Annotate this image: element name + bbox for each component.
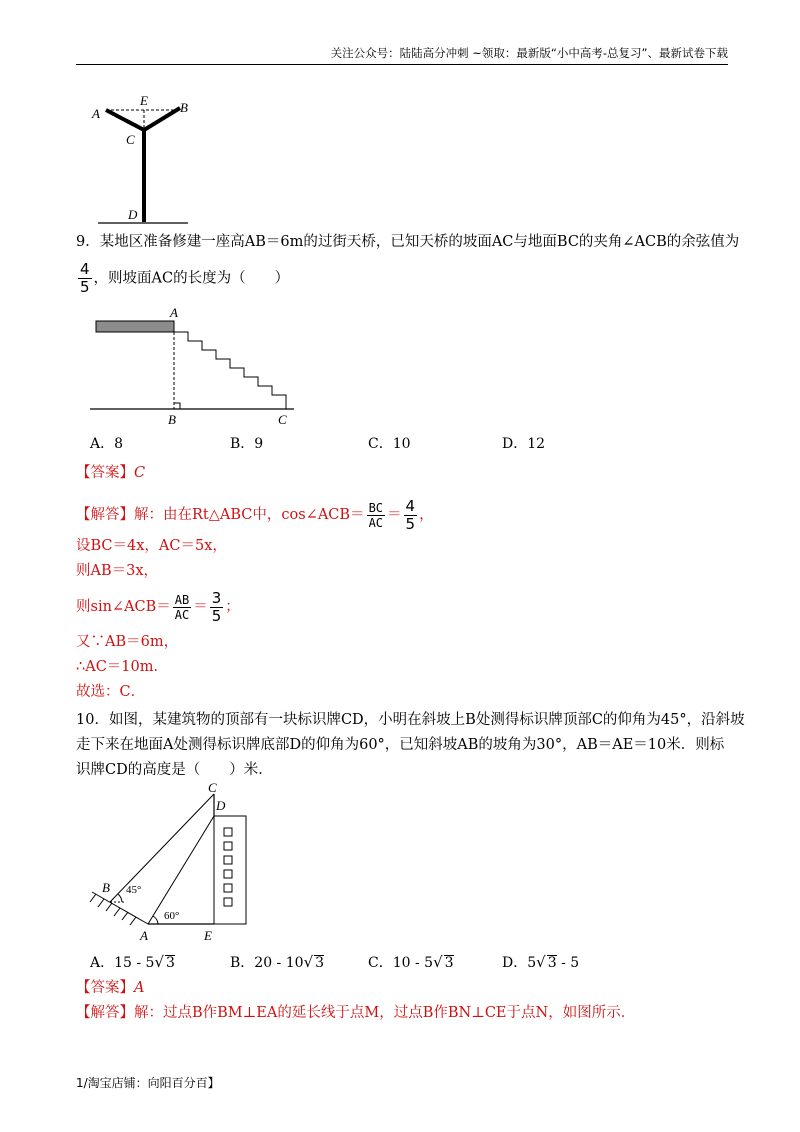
right-angle-b bbox=[174, 403, 180, 409]
q9-option-c[interactable]: C．10 bbox=[368, 436, 411, 452]
label-angle-60: 60° bbox=[164, 910, 180, 922]
label-d: D bbox=[216, 798, 226, 813]
q9-option-a[interactable]: A．8 bbox=[90, 436, 124, 452]
q10-stem-line3: 识牌CD的高度是（ ）米． bbox=[76, 762, 273, 778]
fraction-4-5: $\frac{4}{5}$ bbox=[405, 496, 416, 533]
label-e: E bbox=[140, 93, 148, 108]
q9-solution-line6: ∴AC＝10m． bbox=[76, 659, 168, 675]
label-a: A bbox=[140, 928, 148, 943]
q9-solution-line3: 则AB＝3x， bbox=[76, 563, 159, 579]
label-a: A bbox=[92, 106, 100, 121]
q9-stem-line1: 9．某地区准备修建一座高AB＝6m的过街天桥，已知天桥的坡面AC与地面BC的夹角∠ACB的余弦值为 bbox=[76, 234, 740, 250]
arm-bc bbox=[144, 108, 180, 130]
q9-solution-line7: 故选：C． bbox=[76, 684, 146, 700]
label-e: E bbox=[204, 928, 212, 943]
q9-solution-line5: 又∵AB＝6m， bbox=[76, 634, 179, 650]
q10-solution-line1: 【解答】解：过点B作BM⊥EA的延长线于点M，过点B作BN⊥CE于点N，如图所示． bbox=[76, 1005, 636, 1021]
fraction-bc-ac: $\frac{BC}{AC}$ bbox=[368, 500, 384, 530]
q9-answer: 【答案】C bbox=[76, 465, 146, 481]
label-c: C bbox=[278, 412, 287, 427]
q9-solution-line2: 设BC＝4x，AC＝5x， bbox=[76, 538, 227, 554]
q10-option-d[interactable]: D．5√ 3 - 5 bbox=[502, 953, 580, 971]
label-b: B bbox=[102, 880, 110, 895]
q9-solution-line4: 则sin∠ACB＝ $\frac{AB}{AC}$ ＝ $\frac{3}{5}$ ； bbox=[76, 588, 240, 625]
arm-ac bbox=[106, 110, 144, 130]
figure-y-pole bbox=[88, 92, 200, 228]
stairs-ac bbox=[174, 332, 286, 409]
label-c: C bbox=[126, 132, 135, 147]
q10-option-a[interactable]: A．15 - 5√ 3 bbox=[90, 953, 175, 971]
fraction-3-5: $\frac{3}{5}$ bbox=[211, 588, 222, 625]
q10-stem-line1: 10．如图，某建筑物的顶部有一块标识牌CD，小明在斜坡上B处测得标识牌顶部C的仰角为45°，沿斜坡 bbox=[76, 712, 745, 728]
q9-cos-fraction: $\frac{4}{5}$ bbox=[80, 260, 90, 296]
q9-figure-bridge bbox=[88, 304, 300, 428]
q9-option-b[interactable]: B．9 bbox=[230, 436, 264, 452]
q10-answer: 【答案】A bbox=[76, 980, 145, 996]
q9-option-d[interactable]: D．12 bbox=[502, 436, 546, 452]
label-d: D bbox=[128, 207, 138, 222]
angle-45-arc bbox=[118, 894, 122, 902]
q10-stem-line2: 走下来在地面A处测得标识牌底部D的仰角为60°，已知斜坡AB的坡角为30°，AB＝AE＝10米．则标 bbox=[76, 737, 725, 753]
bridge-deck bbox=[96, 321, 174, 332]
q10-option-c[interactable]: C．10 - 5√ 3 bbox=[368, 953, 454, 971]
q10-option-b[interactable]: B．20 - 10√ 3 bbox=[230, 953, 325, 971]
page-header: 关注公众号：陆陆高分冲刺 ~领取：最新版“小中高考-总复习”、最新试卷下载 bbox=[76, 44, 728, 65]
label-b: B bbox=[180, 100, 188, 115]
label-angle-45: 45° bbox=[126, 884, 142, 896]
angle-60-arc bbox=[153, 916, 158, 924]
q9-solution-line1: 【解答】解：由在Rt△ABC中，cos∠ACB＝ $\frac{BC}{AC}$ ＝ $\frac{4}{5}$ ， bbox=[76, 496, 434, 533]
sight-ad bbox=[148, 816, 214, 924]
q10-figure-building bbox=[86, 780, 260, 944]
label-a: A bbox=[170, 305, 178, 320]
label-c: C bbox=[208, 780, 217, 795]
label-b: B bbox=[168, 412, 176, 427]
page-footer: 1/淘宝店铺：向阳百分百】 bbox=[76, 1076, 220, 1090]
q9-stem-line2: $\frac{4}{5}$ ，则坡面AC的长度为（ ） bbox=[80, 260, 290, 296]
fraction-ab-ac: $\frac{AB}{AC}$ bbox=[174, 592, 190, 622]
